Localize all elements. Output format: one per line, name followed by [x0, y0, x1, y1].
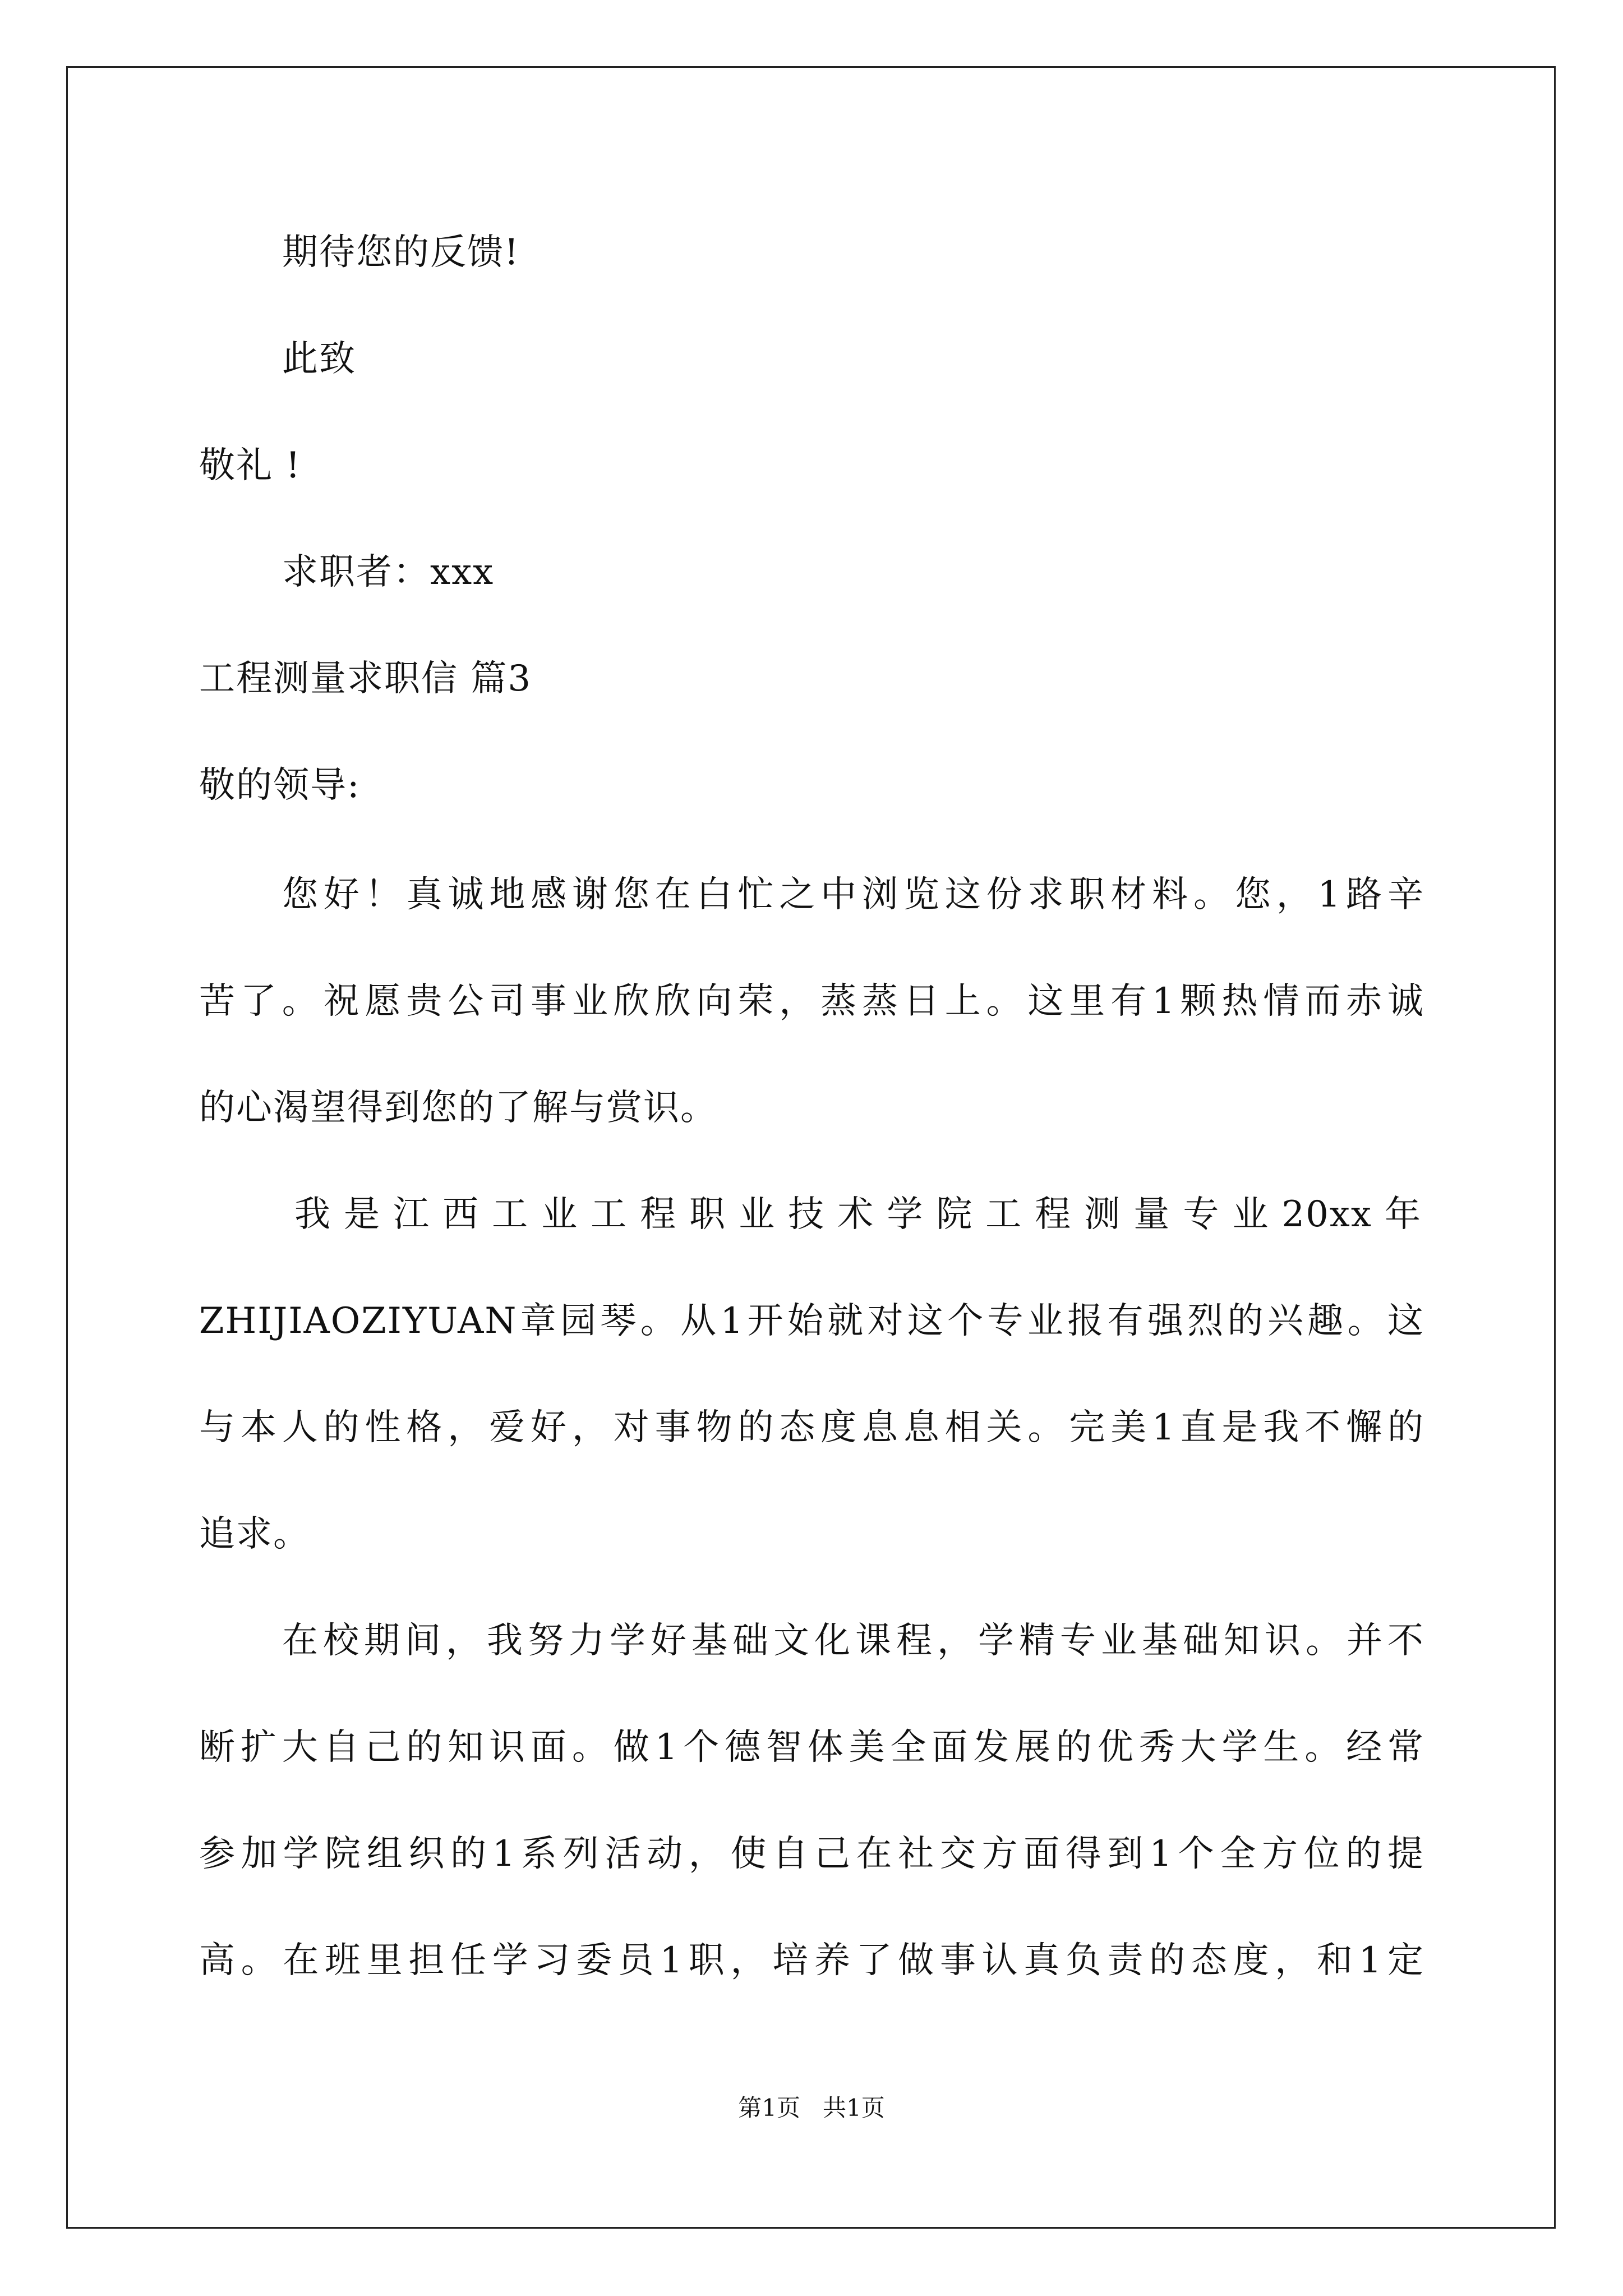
page-border [66, 66, 1556, 2229]
paragraph-2-line-2: ZHIJIAOZIYUAN章园琴。从1开始就对这个专业报有强烈的兴趣。这 [199, 1300, 1424, 1342]
paragraph-2-line-4: 追求。 [199, 1513, 310, 1555]
greeting-line: 敬的领导: [199, 765, 361, 806]
closing-line: 期待您的反馈! [282, 232, 520, 273]
paragraph-3-line-2: 断扩大自己的知识面。做1个德智体美全面发展的优秀大学生。经常 [199, 1727, 1424, 1768]
paragraph-2-line-1: 我是江西工业工程职业技术学院工程测量专业20xx年 [294, 1194, 1422, 1235]
paragraph-3-line-3: 参加学院组织的1系列活动，使自己在社交方面得到1个全方位的提 [199, 1833, 1424, 1875]
page-number: 第1页 [738, 2094, 800, 2122]
paragraph-1-line-2: 苦了。祝愿贵公司事业欣欣向荣，蒸蒸日上。这里有1颗热情而赤诚 [199, 981, 1424, 1022]
salutation-line: 此致 [282, 338, 356, 380]
paragraph-2-line-3: 与本人的性格，爱好，对事物的态度息息相关。完美1直是我不懈的 [199, 1407, 1424, 1448]
section-title: 工程测量求职信 篇3 [199, 658, 532, 700]
paragraph-1-line-1: 您好！真诚地感谢您在白忙之中浏览这份求职材料。您，1路辛 [282, 874, 1424, 915]
signature-line: 求职者：xxx [282, 551, 495, 593]
regards-line: 敬礼 ! [199, 445, 302, 486]
page-footer [0, 2092, 1623, 2124]
paragraph-3-line-4: 高。在班里担任学习委员1职，培养了做事认真负责的态度，和1定 [199, 1940, 1424, 1981]
paragraph-3-line-1: 在校期间，我努力学好基础文化课程，学精专业基础知识。并不 [282, 1620, 1424, 1662]
page-total: 共1页 [823, 2094, 885, 2122]
paragraph-1-line-3: 的心渴望得到您的了解与赏识。 [199, 1087, 717, 1129]
